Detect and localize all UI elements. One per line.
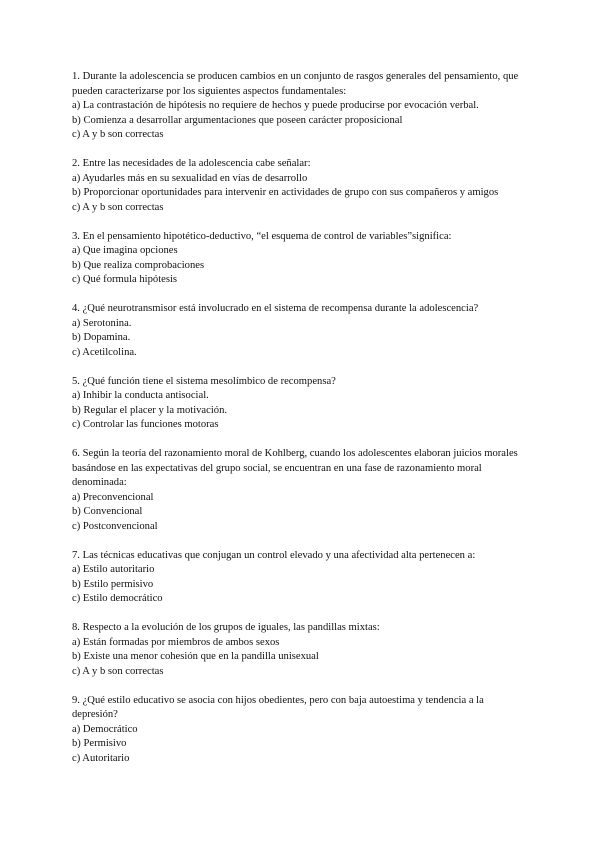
question-6 [72, 447, 528, 534]
option-b: b) Dopamina. [72, 332, 131, 343]
question-5 [72, 375, 528, 433]
option-b: b) Proporcionar oportunidades para intervenir en actividades de grupo con sus compañeros y amigos [72, 187, 499, 198]
option-c: c) Qué formula hipótesis [72, 274, 178, 285]
question-text: 9. ¿Qué estilo educativo se asocia con hijos obedientes, pero con baja autoestima y tendencia a la depresión? [72, 694, 484, 720]
option-a: a) Inhibir la conducta antisocial. [72, 390, 209, 401]
question-7 [72, 549, 528, 607]
question-1 [72, 70, 528, 143]
option-b: b) Existe una menor cohesión que en la pandilla unisexual [72, 651, 319, 662]
option-b: b) Comienza a desarrollar argumentaciones que poseen carácter proposicional [72, 114, 403, 126]
question-text: 6. Según la teoría del razonamiento moral de Kohlberg, cuando los adolescentes elaboran juicios morales basándose en las expectativas del grupo social, se encuentran en una fase de razonamiento moral denominada: [72, 448, 518, 488]
option-c: c) A y b son correctas [72, 129, 164, 140]
question-text: 7. Las técnicas educativas que conjugan un control elevado y una afectividad alta pertenecen a: [72, 549, 476, 561]
option-c: c) Acetilcolina. [72, 346, 137, 358]
question-9 [72, 694, 528, 767]
option-a: a) Preconvencional [72, 491, 154, 503]
option-a: a) Serotonina. [72, 317, 132, 329]
question-text: 1. Durante la adolescencia se producen cambios en un conjunto de rasgos generales del pensamiento, que pueden caracterizarse por los siguientes aspectos fundamentales: [72, 71, 519, 97]
option-a: a) Democrático [72, 723, 138, 735]
option-c: c) Estilo democrático [72, 593, 163, 604]
option-b: b) Permisivo [72, 738, 127, 749]
question-text: 8. Respecto a la evolución de los grupos de iguales, las pandillas mixtas: [72, 622, 380, 633]
option-a: a) La contrastación de hipótesis no requiere de hechos y puede producirse por evocación verbal. [72, 100, 479, 111]
question-3 [72, 230, 528, 288]
option-b: b) Que realiza comprobaciones [72, 259, 205, 271]
question-text: 4. ¿Qué neurotransmisor está involucrado en el sistema de recompensa durante la adolescencia? [72, 303, 479, 314]
question-text: 3. En el pensamiento hipotético-deductivo, “el esquema de control de variables”significa: [72, 230, 452, 242]
question-text: 2. Entre las necesidades de la adolescencia cabe señalar: [72, 158, 311, 169]
option-c: c) A y b son correctas [72, 201, 164, 213]
question-text: 5. ¿Qué función tiene el sistema mesolímbico de recompensa? [72, 375, 336, 387]
option-b: b) Regular el placer y la motivación. [72, 404, 228, 416]
question-4 [72, 302, 528, 360]
option-b: b) Convencional [72, 506, 143, 517]
option-a: a) Que imagina opciones [72, 245, 178, 256]
option-c: c) A y b son correctas [72, 665, 164, 677]
option-a: a) Estilo autoritario [72, 564, 155, 575]
document-page [72, 70, 528, 781]
option-c: c) Controlar las funciones motoras [72, 419, 219, 430]
option-b: b) Estilo permisivo [72, 578, 154, 590]
question-2 [72, 157, 528, 215]
option-a: a) Están formadas por miembros de ambos sexos [72, 636, 280, 648]
question-8 [72, 621, 528, 679]
option-a: a) Ayudarles más en su sexualidad en vías de desarrollo [72, 172, 308, 184]
option-c: c) Autoritario [72, 752, 130, 764]
option-c: c) Postconvencional [72, 520, 158, 532]
